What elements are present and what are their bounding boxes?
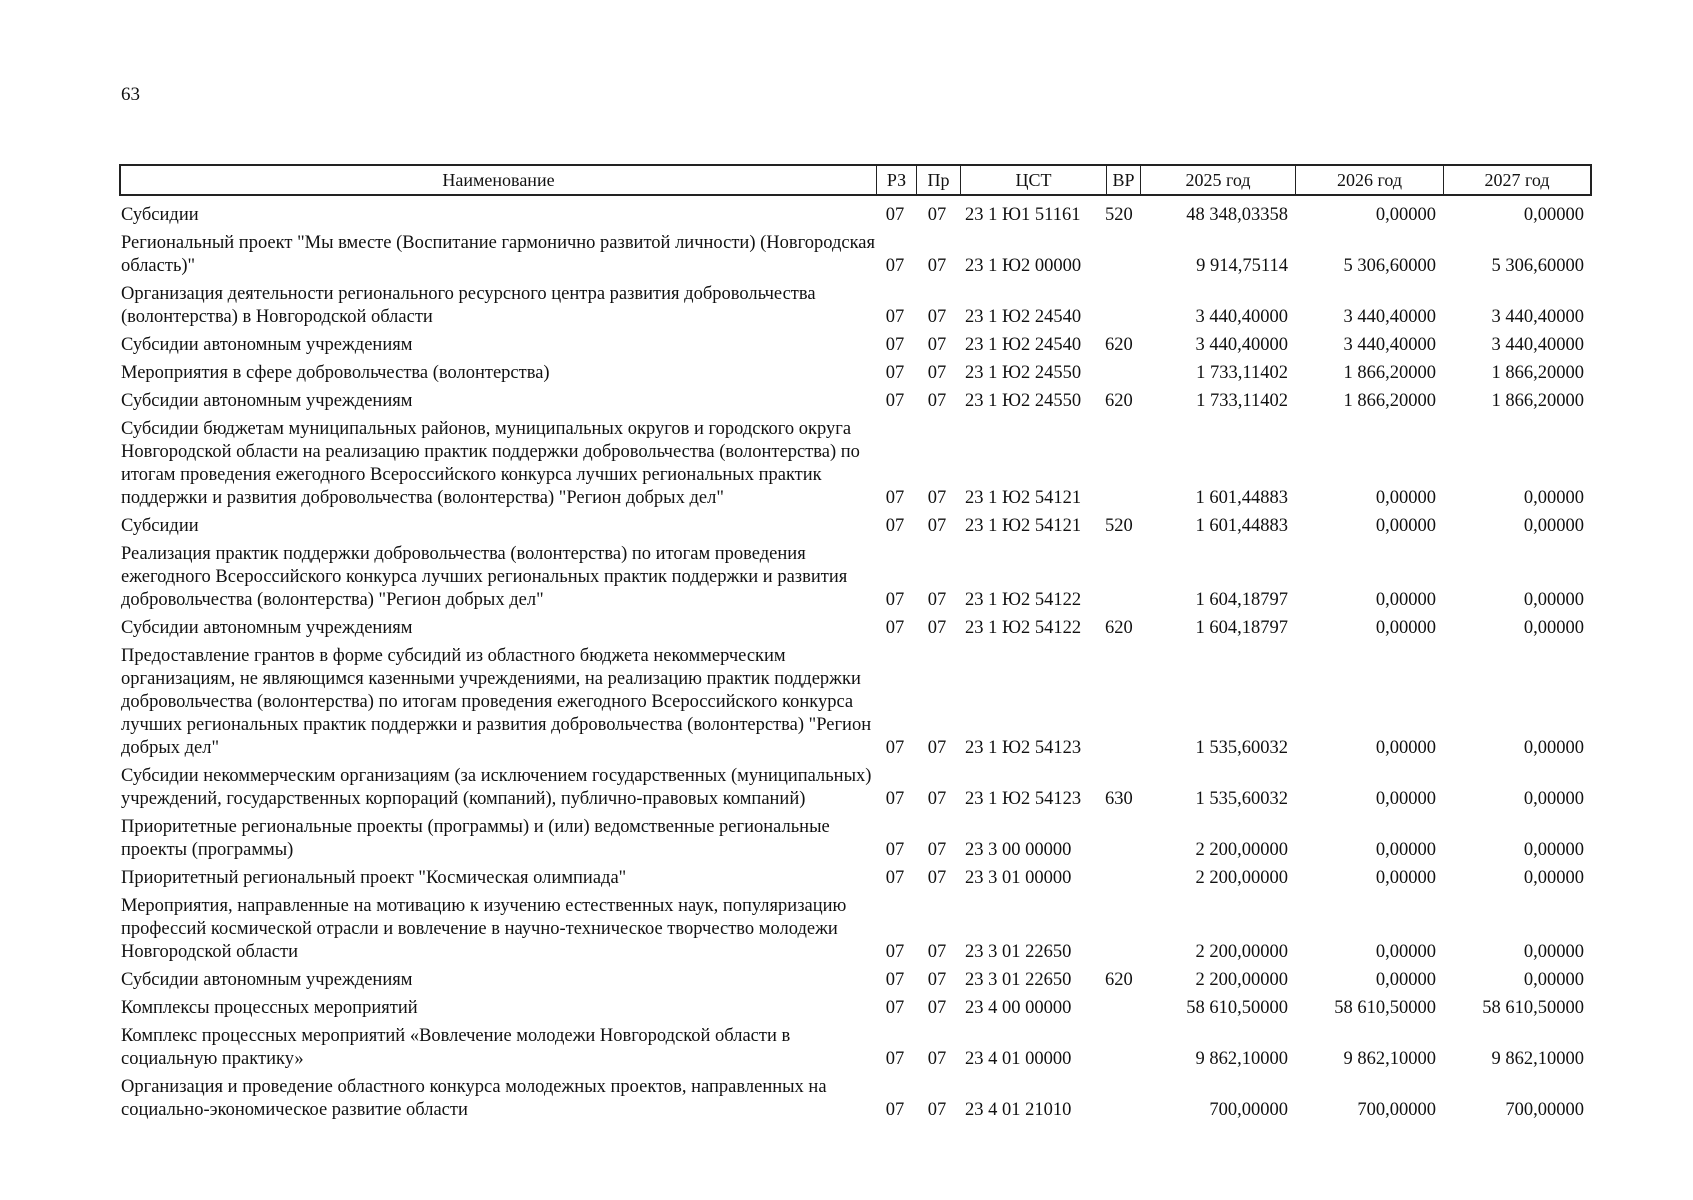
row-amount-2025: 3 440,40000 [1195, 307, 1288, 327]
row-name: Приоритетные региональные проекты (программы) и (или) ведомственные региональные проекты (программы) [121, 817, 830, 860]
row-name: Субсидии некоммерческим организациям (за исключением государственных (муниципальных) учреждений, государственных корпораций (компаний), публично-правовых компаний) [121, 766, 872, 809]
row-amount-2025: 3 440,40000 [1195, 335, 1288, 355]
row-rz: 07 [885, 256, 905, 276]
row-pr: 07 [927, 942, 947, 962]
row-cst: 23 1 Ю2 24540 [965, 307, 1082, 327]
row-cst: 23 1 Ю2 54121 [965, 488, 1082, 508]
row-name: Субсидии [121, 516, 199, 536]
row-rz: 07 [885, 391, 905, 411]
row-cst: 23 3 01 22650 [965, 970, 1072, 990]
row-amount-2026: 3 440,40000 [1343, 307, 1436, 327]
row-amount-2025: 1 601,44883 [1195, 488, 1288, 508]
table-row [119, 895, 1592, 964]
row-amount-2026: 5 306,60000 [1343, 256, 1436, 276]
header-pr: Пр [917, 166, 961, 194]
row-name: Субсидии автономным учреждениям [121, 970, 413, 990]
row-cst: 23 1 Ю2 54121 [965, 516, 1082, 536]
row-rz: 07 [885, 618, 905, 638]
table-row [119, 390, 1592, 413]
row-amount-2025: 1 535,60032 [1195, 738, 1288, 758]
table-row [119, 204, 1592, 227]
row-rz: 07 [885, 1049, 905, 1069]
row-amount-2027: 0,00000 [1523, 618, 1584, 638]
row-amount-2027: 1 866,20000 [1491, 391, 1584, 411]
row-amount-2027: 5 306,60000 [1491, 256, 1584, 276]
row-cst: 23 1 Ю2 54122 [965, 590, 1082, 610]
row-amount-2026: 0,00000 [1375, 488, 1436, 508]
row-amount-2027: 0,00000 [1523, 205, 1584, 225]
row-name: Субсидии автономным учреждениям [121, 335, 413, 355]
row-rz: 07 [885, 335, 905, 355]
row-amount-2025: 1 733,11402 [1196, 391, 1288, 411]
row-pr: 07 [927, 998, 947, 1018]
row-amount-2027: 0,00000 [1523, 868, 1584, 888]
row-rz: 07 [885, 868, 905, 888]
row-pr: 07 [927, 868, 947, 888]
row-amount-2026: 0,00000 [1375, 618, 1436, 638]
row-cst: 23 1 Ю2 54123 [965, 738, 1082, 758]
row-amount-2026: 0,00000 [1375, 205, 1436, 225]
row-vr: 520 [1105, 205, 1133, 225]
row-amount-2026: 1 866,20000 [1343, 391, 1436, 411]
row-name: Организация и проведение областного конкурса молодежных проектов, направленных на социально-экономическое развитие области [121, 1077, 827, 1120]
row-amount-2027: 58 610,50000 [1482, 998, 1584, 1018]
row-name: Мероприятия в сфере добровольчества (волонтерства) [121, 363, 550, 383]
row-name: Предоставление грантов в форме субсидий из областного бюджета некоммерческим организациям, не являющимся казенными учреждениями, на реализацию практик поддержки добровольчества (волонтерства) по итогам проведения ежегодного Всероссийского конкурса лучших региональных практик поддержки и развития добровольчества (волонтерства) "Регион добрых дел" [121, 646, 872, 758]
row-amount-2025: 2 200,00000 [1195, 840, 1288, 860]
row-cst: 23 1 Ю2 00000 [965, 256, 1082, 276]
row-amount-2026: 0,00000 [1375, 738, 1436, 758]
row-amount-2025: 1 604,18797 [1195, 590, 1288, 610]
table-row [119, 867, 1592, 890]
table-row [119, 232, 1592, 278]
row-pr: 07 [927, 618, 947, 638]
row-name: Комплекс процессных мероприятий «Вовлечение молодежи Новгородской области в социальную практику» [121, 1026, 791, 1069]
table-row [119, 645, 1592, 760]
row-pr: 07 [927, 1100, 947, 1120]
row-amount-2025: 58 610,50000 [1186, 998, 1288, 1018]
row-amount-2027: 700,00000 [1505, 1100, 1584, 1120]
row-pr: 07 [927, 205, 947, 225]
row-amount-2027: 3 440,40000 [1491, 307, 1584, 327]
row-cst: 23 4 01 00000 [965, 1049, 1072, 1069]
row-cst: 23 1 Ю2 24550 [965, 391, 1082, 411]
table-row [119, 1025, 1592, 1071]
table-row [119, 543, 1592, 612]
row-vr: 620 [1105, 618, 1133, 638]
row-amount-2026: 700,00000 [1357, 1100, 1436, 1120]
header-rz: РЗ [877, 166, 917, 194]
row-pr: 07 [927, 256, 947, 276]
header-name: Наименование [121, 166, 877, 194]
table-row [119, 765, 1592, 811]
table-body [119, 204, 1592, 1127]
row-amount-2027: 1 866,20000 [1491, 363, 1584, 383]
header-cst: ЦСТ [961, 166, 1107, 194]
row-rz: 07 [885, 205, 905, 225]
row-amount-2025: 48 348,03358 [1186, 205, 1288, 225]
row-pr: 07 [927, 516, 947, 536]
row-amount-2025: 9 862,10000 [1195, 1049, 1288, 1069]
row-cst: 23 3 00 00000 [965, 840, 1072, 860]
row-rz: 07 [885, 363, 905, 383]
row-cst: 23 1 Ю2 54122 [965, 618, 1082, 638]
row-pr: 07 [927, 391, 947, 411]
header-2026: 2026 год [1296, 166, 1444, 194]
row-amount-2025: 1 601,44883 [1195, 516, 1288, 536]
row-amount-2027: 0,00000 [1523, 942, 1584, 962]
row-vr: 620 [1105, 970, 1133, 990]
row-amount-2026: 0,00000 [1375, 868, 1436, 888]
table-row [119, 816, 1592, 862]
row-pr: 07 [927, 335, 947, 355]
row-rz: 07 [885, 970, 905, 990]
row-cst: 23 1 Ю2 24550 [965, 363, 1082, 383]
row-amount-2027: 0,00000 [1523, 840, 1584, 860]
row-amount-2026: 0,00000 [1375, 840, 1436, 860]
row-rz: 07 [885, 590, 905, 610]
row-pr: 07 [927, 970, 947, 990]
row-vr: 620 [1105, 335, 1133, 355]
header-vr: ВР [1107, 166, 1141, 194]
row-amount-2027: 9 862,10000 [1491, 1049, 1584, 1069]
table-row [119, 1076, 1592, 1122]
row-amount-2025: 1 733,11402 [1196, 363, 1288, 383]
row-rz: 07 [885, 1100, 905, 1120]
table-row [119, 418, 1592, 510]
row-amount-2025: 1 535,60032 [1195, 789, 1288, 809]
row-cst: 23 4 01 21010 [965, 1100, 1072, 1120]
row-amount-2026: 3 440,40000 [1343, 335, 1436, 355]
row-amount-2026: 9 862,10000 [1343, 1049, 1436, 1069]
table-row [119, 617, 1592, 640]
row-rz: 07 [885, 738, 905, 758]
table-row [119, 283, 1592, 329]
row-amount-2027: 0,00000 [1523, 970, 1584, 990]
row-cst: 23 3 01 00000 [965, 868, 1072, 888]
row-name: Субсидии бюджетам муниципальных районов, муниципальных округов и городского округа Новгородской области на реализацию практик поддержки добровольчества (волонтерства) по итогам проведения ежегодного Всероссийского конкурса лучших региональных практик поддержки и развития добровольчества (волонтерства) "Регион добрых дел" [121, 419, 860, 508]
row-rz: 07 [885, 516, 905, 536]
row-amount-2025: 9 914,75114 [1196, 256, 1288, 276]
row-amount-2025: 2 200,00000 [1195, 868, 1288, 888]
header-2025: 2025 год [1141, 166, 1296, 194]
row-name: Организация деятельности регионального ресурсного центра развития добровольчества (волонтерства) в Новгородской области [121, 284, 816, 327]
row-amount-2027: 0,00000 [1523, 738, 1584, 758]
row-cst: 23 1 Ю2 54123 [965, 789, 1082, 809]
row-vr: 620 [1105, 391, 1133, 411]
row-cst: 23 1 Ю2 24540 [965, 335, 1082, 355]
row-pr: 07 [927, 590, 947, 610]
row-pr: 07 [927, 488, 947, 508]
row-amount-2026: 0,00000 [1375, 970, 1436, 990]
row-name: Субсидии автономным учреждениям [121, 391, 413, 411]
row-amount-2025: 2 200,00000 [1195, 942, 1288, 962]
table-row [119, 997, 1592, 1020]
page-number: 63 [121, 84, 140, 105]
row-amount-2025: 700,00000 [1209, 1100, 1288, 1120]
row-name: Приоритетный региональный проект "Космическая олимпиада" [121, 868, 627, 888]
table-header [119, 164, 1592, 196]
row-name: Субсидии автономным учреждениям [121, 618, 413, 638]
row-amount-2025: 1 604,18797 [1195, 618, 1288, 638]
row-pr: 07 [927, 307, 947, 327]
row-name: Субсидии [121, 205, 199, 225]
row-rz: 07 [885, 488, 905, 508]
row-rz: 07 [885, 307, 905, 327]
row-pr: 07 [927, 363, 947, 383]
row-amount-2027: 0,00000 [1523, 488, 1584, 508]
row-amount-2026: 0,00000 [1375, 942, 1436, 962]
row-vr: 520 [1105, 516, 1133, 536]
row-rz: 07 [885, 840, 905, 860]
table-row [119, 515, 1592, 538]
row-amount-2026: 1 866,20000 [1343, 363, 1436, 383]
row-vr: 630 [1105, 789, 1133, 809]
row-amount-2027: 0,00000 [1523, 590, 1584, 610]
table-row [119, 334, 1592, 357]
row-pr: 07 [927, 789, 947, 809]
row-cst: 23 3 01 22650 [965, 942, 1072, 962]
row-amount-2027: 0,00000 [1523, 516, 1584, 536]
row-amount-2026: 0,00000 [1375, 590, 1436, 610]
row-cst: 23 1 Ю1 51161 [965, 205, 1081, 225]
row-cst: 23 4 00 00000 [965, 998, 1072, 1018]
table-row [119, 362, 1592, 385]
row-rz: 07 [885, 789, 905, 809]
row-amount-2025: 2 200,00000 [1195, 970, 1288, 990]
row-amount-2027: 3 440,40000 [1491, 335, 1584, 355]
row-pr: 07 [927, 840, 947, 860]
row-rz: 07 [885, 942, 905, 962]
row-name: Реализация практик поддержки добровольчества (волонтерства) по итогам проведения ежегодного Всероссийского конкурса лучших региональных практик поддержки и развития добровольчества (волонтерства) "Регион добрых дел" [121, 544, 848, 610]
row-pr: 07 [927, 1049, 947, 1069]
header-2027: 2027 год [1484, 169, 1550, 190]
row-name: Комплексы процессных мероприятий [121, 998, 418, 1018]
row-rz: 07 [885, 998, 905, 1018]
row-amount-2027: 0,00000 [1523, 789, 1584, 809]
row-amount-2026: 0,00000 [1375, 789, 1436, 809]
row-pr: 07 [927, 738, 947, 758]
table-row [119, 969, 1592, 992]
row-amount-2026: 58 610,50000 [1334, 998, 1436, 1018]
row-name: Региональный проект "Мы вместе (Воспитание гармонично развитой личности) (Новгородская область)" [121, 233, 876, 276]
row-name: Мероприятия, направленные на мотивацию к изучению естественных наук, популяризацию профессий космической отрасли и вовлечение в научно-техническое творчество молодежи Новгородской области [121, 896, 847, 962]
row-amount-2026: 0,00000 [1375, 516, 1436, 536]
